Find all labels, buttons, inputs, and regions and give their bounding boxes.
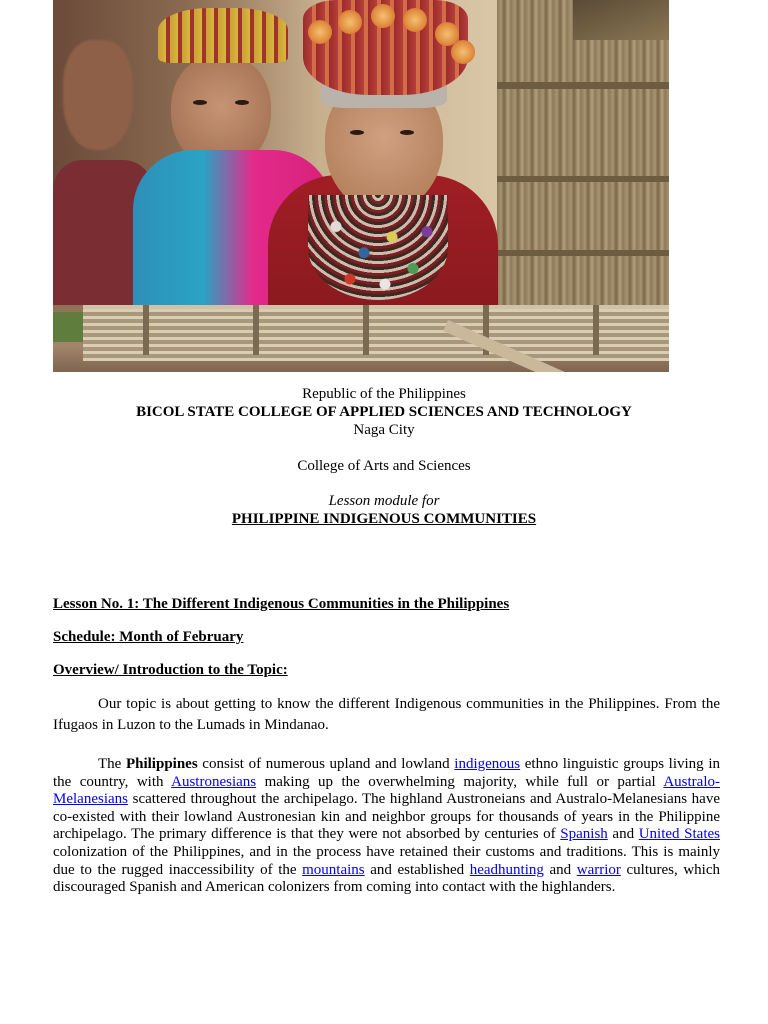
woven-headdress xyxy=(158,8,288,63)
bamboo-fence xyxy=(83,305,669,361)
overview-heading: Overview/ Introduction to the Topic: xyxy=(53,662,288,678)
link-indigenous[interactable]: indigenous xyxy=(454,756,521,772)
college-line: College of Arts and Sciences xyxy=(297,458,471,474)
hut-beam xyxy=(497,82,669,89)
overview-paragraph xyxy=(53,694,720,736)
headdress-flower xyxy=(338,10,362,34)
hut-beam xyxy=(497,176,669,182)
headdress-flower xyxy=(403,8,427,32)
link-mountains[interactable]: mountains xyxy=(302,861,365,878)
text-run: colonization of the Philippines, and in the process have retained their customs and traditions. This is mainly due to the rugged inaccessibility of the xyxy=(53,843,720,878)
link-headhunting[interactable]: headhunting xyxy=(469,861,544,878)
hut-beam xyxy=(497,250,669,256)
eye xyxy=(193,100,207,105)
philippines-bold: Philippines xyxy=(125,756,198,772)
text-run: and established xyxy=(364,861,470,878)
fence-post xyxy=(593,305,599,355)
fence-post xyxy=(253,305,259,355)
headdress-flower xyxy=(371,4,395,28)
elder-woman-left-head xyxy=(63,40,133,150)
lesson-schedule: Schedule: Month of February xyxy=(53,629,244,645)
cover-photo xyxy=(53,0,669,372)
headdress-flower xyxy=(451,40,475,64)
overview-text: Our topic is about getting to know the different Indigenous communities in the Philippines. From the Ifugaos in Luzon to the Lumads in Mindanao. xyxy=(53,696,720,733)
text-run: consist of numerous upland and lowland xyxy=(197,756,455,772)
hut-roof xyxy=(573,0,669,40)
link-australo-melanesians[interactable]: Australo-Melanesians xyxy=(53,773,720,808)
module-label: Lesson module for xyxy=(328,493,440,509)
link-warrior[interactable]: warrior xyxy=(576,861,621,878)
eye xyxy=(350,130,364,135)
lesson-title: Lesson No. 1: The Different Indigenous Communities in the Philippines xyxy=(53,596,510,612)
eye xyxy=(400,130,414,135)
module-title-wrap xyxy=(0,510,768,528)
link-austronesians[interactable]: Austronesians xyxy=(171,773,257,790)
text-run: making up the overwhelming majority, while full or partial xyxy=(256,773,664,790)
text-run: ethno linguistic groups living in the country, with xyxy=(53,756,720,790)
eye xyxy=(235,100,249,105)
fence-post xyxy=(363,305,369,355)
body-paragraph xyxy=(53,756,720,897)
module-title: PHILIPPINE INDIGENOUS COMMUNITIES xyxy=(231,511,537,527)
republic-line: Republic of the Philippines xyxy=(302,386,466,402)
institution-name: BICOL STATE COLLEGE OF APPLIED SCIENCES AND TECHNOLOGY xyxy=(136,404,632,420)
text-run: and xyxy=(607,826,639,843)
text-run: scattered throughout the archipelago. The highland Austroneians and Australo-Melanesians have co-existed with their lowland Austronesian kin and neighbor groups for thousands of years in the Philippine archipelago. The primary difference is that they were not absorbed by centuries of xyxy=(53,791,720,843)
link-spanish[interactable]: Spanish xyxy=(560,826,608,843)
headdress-flower xyxy=(308,20,332,44)
fence-post xyxy=(143,305,149,355)
text-run: The xyxy=(98,756,126,772)
bamboo-hut xyxy=(497,0,669,330)
city-line: Naga City xyxy=(353,422,415,438)
beaded-necklace xyxy=(308,195,448,300)
link-united-states[interactable]: United States xyxy=(638,826,720,843)
text-run: and xyxy=(543,861,577,878)
text-run: cultures, which discouraged Spanish and American colonizers from coming into contact with the highlanders. xyxy=(53,861,720,896)
